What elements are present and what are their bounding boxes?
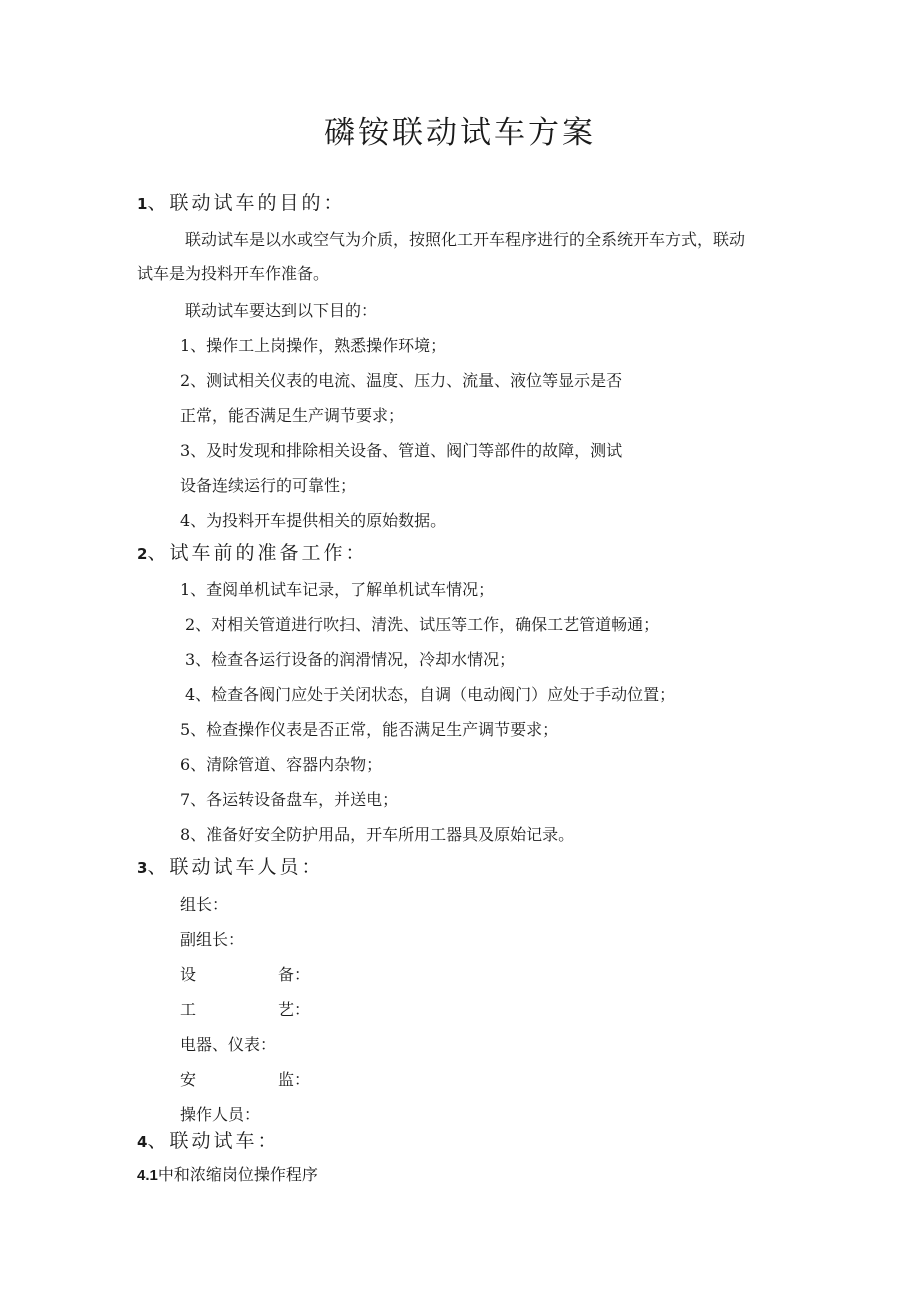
- role-process-char1: 工: [180, 1000, 197, 1019]
- s2-item-1: 1、查阅单机试车记录，了解单机试车情况；: [180, 580, 495, 599]
- s2-item-5: 5、检查操作仪表是否正常，能否满足生产调节要求；: [180, 720, 559, 739]
- section-1-heading: [137, 192, 345, 215]
- role-leader: 组长：: [180, 895, 229, 914]
- subsection-4-1-title: 中和浓缩岗位操作程序: [157, 1165, 318, 1184]
- subsection-4-1-number: 4.1: [137, 1167, 158, 1184]
- role-process-char2: 艺：: [277, 1000, 310, 1019]
- s1-goal-1: 1、操作工上岗操作，熟悉操作环境；: [180, 336, 447, 355]
- role-equipment-char2: 备：: [277, 965, 310, 984]
- s1-goal-3-line2: 设备连续运行的可靠性；: [180, 476, 357, 495]
- section-4-heading: [137, 1130, 279, 1153]
- role-safety-char1: 安: [180, 1070, 197, 1089]
- s1-intro-line1: 联动试车是以水或空气为介质，按照化工开车程序进行的全系统开车方式，联动: [185, 230, 746, 249]
- section-2-number: 2: [137, 545, 148, 563]
- section-1-title: 、联动试车的目的：: [147, 192, 346, 214]
- role-safety-char2: 监：: [277, 1070, 310, 1089]
- s2-item-8: 8、准备好安全防护用品，开车所用工器具及原始记录。: [180, 825, 575, 844]
- role-process: [180, 999, 310, 1021]
- subsection-4-1: [137, 1164, 318, 1187]
- role-equipment: [180, 964, 310, 986]
- section-1-number: 1: [137, 195, 148, 213]
- s1-goal-4: 4、为投料开车提供相关的原始数据。: [180, 511, 447, 530]
- s1-goal-2-line1: 2、测试相关仪表的电流、温度、压力、流量、液位等显示是否: [180, 371, 623, 390]
- s1-goal-3-line1: 3、及时发现和排除相关设备、管道、阀门等部件的故障，测试: [180, 441, 623, 460]
- section-3-title: 、联动试车人员：: [147, 856, 324, 878]
- role-operators: 操作人员：: [180, 1105, 261, 1124]
- document-title: 磷铵联动试车方案: [324, 115, 596, 151]
- section-2-title: 、试车前的准备工作：: [147, 542, 368, 564]
- role-deputy-leader: 副组长：: [180, 930, 245, 949]
- role-safety: [180, 1069, 310, 1091]
- s2-item-2: 2、对相关管道进行吹扫、清洗、试压等工作，确保工艺管道畅通；: [185, 615, 660, 634]
- s1-goal-2-line2: 正常，能否满足生产调节要求；: [180, 406, 405, 425]
- s2-item-6: 6、清除管道、容器内杂物；: [180, 755, 383, 774]
- section-4-title: 、联动试车：: [147, 1130, 280, 1152]
- section-3-number: 3: [137, 859, 148, 877]
- s1-intro-line2: 试车是为投料开车作准备。: [137, 264, 330, 283]
- s2-item-7: 7、各运转设备盘车，并送电；: [180, 790, 399, 809]
- role-equipment-char1: 设: [180, 965, 197, 984]
- s2-item-4: 4、检查各阀门应处于关闭状态，自调（电动阀门）应处于手动位置；: [185, 685, 676, 704]
- section-2-heading: [137, 542, 367, 565]
- s2-item-3: 3、检查各运行设备的润滑情况，冷却水情况；: [185, 650, 516, 669]
- section-4-number: 4: [137, 1133, 148, 1151]
- s1-goals-intro: 联动试车要达到以下目的：: [185, 301, 378, 320]
- role-electrical-instrument: 电器、仪表：: [180, 1035, 277, 1054]
- section-3-heading: [137, 856, 323, 879]
